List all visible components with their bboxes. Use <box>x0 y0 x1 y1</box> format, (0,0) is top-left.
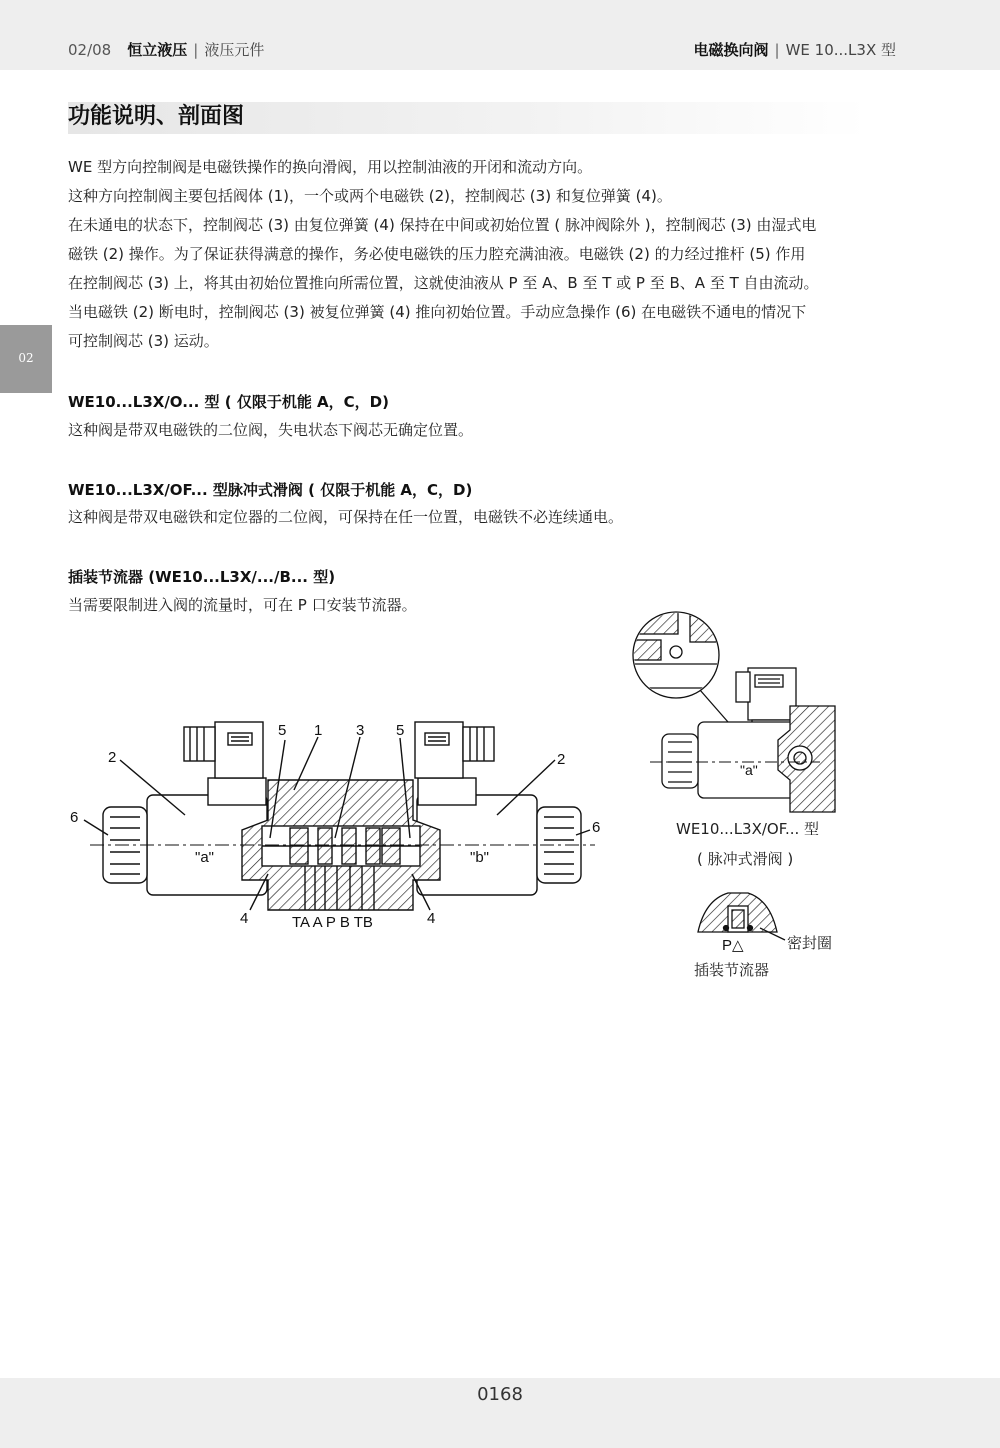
side-caption-model: WE10...L3X/OF... 型 <box>676 820 820 838</box>
header-category: 液压元件 <box>204 41 265 59</box>
callout-2-left: 2 <box>108 749 117 766</box>
throttle-port-label: P△ <box>722 937 744 954</box>
intro-line: 在控制阀芯 (3) 上，将其由初始位置推向所需位置，这就使油液从 P 至 A、B 至 T 或 P 至 B、A 至 T 自由流动。 <box>68 274 819 292</box>
callout-5-left: 5 <box>278 722 287 739</box>
intro-line: 可控制阀芯 (3) 运动。 <box>68 332 219 350</box>
main-valve <box>84 722 595 910</box>
header-brand: 恒立液压 <box>127 41 188 59</box>
callout-1: 1 <box>314 722 323 739</box>
callout-4-left: 4 <box>240 910 249 927</box>
page-number: 0168 <box>477 1384 523 1405</box>
header-page: 02/08 <box>68 41 112 59</box>
subsection-text: 当需要限制进入阀的流量时，可在 P 口安装节流器。 <box>68 596 417 614</box>
callout-6-right: 6 <box>592 819 601 836</box>
subsection-title: 插装节流器 (WE10...L3X/.../B... 型) <box>68 568 336 586</box>
intro-line: 当电磁铁 (2) 断电时，控制阀芯 (3) 被复位弹簧 (4) 推向初始位置。手动应急操作 (6) 在电磁铁不通电的情况下 <box>68 303 807 321</box>
side-drawing-labels <box>740 762 758 778</box>
connector-right <box>415 722 494 805</box>
solenoid-a-label: "a" <box>195 849 214 866</box>
port-labels: TA A P B TB <box>292 914 373 931</box>
throttle-labels <box>722 937 744 954</box>
callout-4-right: 4 <box>427 910 436 927</box>
subsection-title: WE10...L3X/O... 型 ( 仅限于机能 A，C，D) <box>68 393 389 411</box>
connector-left <box>184 722 266 805</box>
callout-6-left: 6 <box>70 809 79 826</box>
intro-line: 在未通电的状态下，控制阀芯 (3) 由复位弹簧 (4) 保持在中间或初始位置 ( 脉冲阀除外 )，控制阀芯 (3) 由湿式电 <box>68 216 817 234</box>
subsection-text: 这种阀是带双电磁铁和定位器的二位阀，可保持在任一位置，电磁铁不必连续通电。 <box>68 508 624 526</box>
subsection-title: WE10...L3X/OF... 型脉冲式滑阀 ( 仅限于机能 A，C，D) <box>68 481 473 499</box>
side-valve <box>633 612 835 812</box>
throttle-insert <box>698 893 785 940</box>
header-separator: | <box>193 41 199 59</box>
seal-label: 密封圈 <box>787 934 833 952</box>
intro-line: 磁铁 (2) 操作。为了保证获得满意的操作，务必使电磁铁的压力腔充满油液。电磁铁 (2) 的力经过推杆 (5) 作用 <box>68 245 806 263</box>
subsection-text: 这种阀是带双电磁铁的二位阀，失电状态下阀芯无确定位置。 <box>68 421 474 439</box>
solenoid-b-label: "b" <box>470 849 489 866</box>
side-solenoid-a-label: "a" <box>740 762 758 778</box>
callout-5-right: 5 <box>396 722 405 739</box>
chapter-tab-label: 02 <box>18 351 34 365</box>
header-separator: | <box>774 41 780 59</box>
intro-line: WE 型方向控制阀是电磁铁操作的换向滑阀，用以控制油液的开闭和流动方向。 <box>68 158 593 176</box>
header-product: 电磁换向阀 <box>693 41 769 59</box>
callout-3: 3 <box>356 722 365 739</box>
intro-line: 这种方向控制阀主要包括阀体 (1)，一个或两个电磁铁 (2)，控制阀芯 (3) 和复位弹簧 (4)。 <box>68 187 672 205</box>
throttle-caption: 插装节流器 <box>694 961 770 979</box>
side-caption-type: ( 脉冲式滑阀 ) <box>697 850 794 868</box>
section-title: 功能说明、剖面图 <box>68 104 245 129</box>
callout-2-right: 2 <box>557 751 566 768</box>
header-model: WE 10...L3X 型 <box>785 41 896 59</box>
